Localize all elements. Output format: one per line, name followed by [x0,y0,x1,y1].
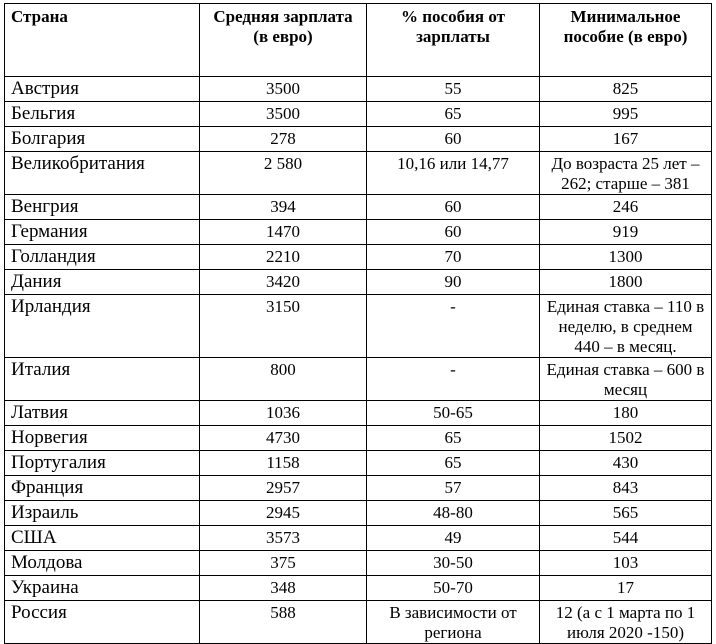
cell-country: Италия [5,358,200,401]
cell-minimum-benefit: 1502 [540,426,712,451]
table-row [5,295,712,358]
cell-minimum-benefit: 167 [540,127,712,152]
cell-average-salary: 800 [200,358,367,401]
cell-minimum-benefit: 17 [540,576,712,601]
cell-benefit-percent: 65 [367,451,540,476]
cell-minimum-benefit: 565 [540,501,712,526]
cell-minimum-benefit: 919 [540,220,712,245]
cell-average-salary: 375 [200,551,367,576]
table-row [5,270,712,295]
cell-benefit-percent: - [367,295,540,358]
cell-average-salary: 2 580 [200,152,367,195]
cell-average-salary: 1036 [200,401,367,426]
table-row [5,102,712,127]
cell-benefit-percent: 65 [367,102,540,127]
cell-benefit-percent: 55 [367,77,540,102]
cell-country: Россия [5,601,200,644]
cell-benefit-percent: 30-50 [367,551,540,576]
table-header-row [5,4,712,77]
cell-minimum-benefit: 995 [540,102,712,127]
cell-average-salary: 348 [200,576,367,601]
cell-average-salary: 278 [200,127,367,152]
table-row [5,220,712,245]
cell-average-salary: 3500 [200,102,367,127]
cell-average-salary: 3150 [200,295,367,358]
cell-average-salary: 3573 [200,526,367,551]
cell-minimum-benefit: 103 [540,551,712,576]
table-body [5,77,712,644]
cell-average-salary: 3420 [200,270,367,295]
cell-benefit-percent: 65 [367,426,540,451]
cell-country: Бельгия [5,102,200,127]
cell-minimum-benefit: 843 [540,476,712,501]
cell-benefit-percent: В зависимости от региона [367,601,540,644]
table-row [5,245,712,270]
table-row [5,451,712,476]
cell-average-salary: 588 [200,601,367,644]
cell-minimum-benefit: До возраста 25 лет – 262; старше – 381 [540,152,712,195]
header-average-salary: Средняя зарплата (в евро) [200,4,367,77]
cell-country: Франция [5,476,200,501]
cell-country: Португалия [5,451,200,476]
cell-country: Ирландия [5,295,200,358]
header-country: Страна [5,4,200,77]
benefits-table [4,3,712,644]
cell-benefit-percent: 49 [367,526,540,551]
cell-average-salary: 2957 [200,476,367,501]
cell-minimum-benefit: Единая ставка – 600 в месяц [540,358,712,401]
cell-average-salary: 4730 [200,426,367,451]
cell-country: Латвия [5,401,200,426]
cell-average-salary: 1470 [200,220,367,245]
table-row [5,601,712,644]
cell-country: Болгария [5,127,200,152]
cell-benefit-percent: 50-70 [367,576,540,601]
cell-country: Австрия [5,77,200,102]
table-row [5,195,712,220]
cell-country: Украина [5,576,200,601]
cell-average-salary: 3500 [200,77,367,102]
cell-minimum-benefit: Единая ставка – 110 в неделю, в среднем 440 – в месяц. [540,295,712,358]
table-row [5,127,712,152]
table-row [5,576,712,601]
cell-minimum-benefit: 1800 [540,270,712,295]
cell-minimum-benefit: 825 [540,77,712,102]
cell-benefit-percent: - [367,358,540,401]
cell-country: Германия [5,220,200,245]
cell-average-salary: 2945 [200,501,367,526]
cell-country: Венгрия [5,195,200,220]
table-row [5,501,712,526]
cell-minimum-benefit: 180 [540,401,712,426]
cell-minimum-benefit: 430 [540,451,712,476]
table-row [5,358,712,401]
cell-country: Голландия [5,245,200,270]
cell-benefit-percent: 70 [367,245,540,270]
cell-benefit-percent: 50-65 [367,401,540,426]
table-row [5,152,712,195]
cell-average-salary: 2210 [200,245,367,270]
cell-benefit-percent: 60 [367,195,540,220]
cell-average-salary: 1158 [200,451,367,476]
cell-country: Молдова [5,551,200,576]
table-row [5,551,712,576]
cell-minimum-benefit: 246 [540,195,712,220]
cell-country: Дания [5,270,200,295]
cell-country: Израиль [5,501,200,526]
cell-benefit-percent: 60 [367,127,540,152]
table-row [5,77,712,102]
cell-average-salary: 394 [200,195,367,220]
table-row [5,476,712,501]
table-row [5,426,712,451]
header-benefit-percent: % пособия от зарплаты [367,4,540,77]
cell-minimum-benefit: 544 [540,526,712,551]
cell-country: Норвегия [5,426,200,451]
cell-benefit-percent: 90 [367,270,540,295]
cell-benefit-percent: 60 [367,220,540,245]
table-row [5,401,712,426]
cell-benefit-percent: 10,16 или 14,77 [367,152,540,195]
cell-minimum-benefit: 1300 [540,245,712,270]
cell-benefit-percent: 48-80 [367,501,540,526]
cell-country: США [5,526,200,551]
cell-country: Великобритания [5,152,200,195]
table-row [5,526,712,551]
header-minimum-benefit: Минимальное пособие (в евро) [540,4,712,77]
cell-minimum-benefit: 12 (а с 1 марта по 1 июля 2020 -150) [540,601,712,644]
cell-benefit-percent: 57 [367,476,540,501]
